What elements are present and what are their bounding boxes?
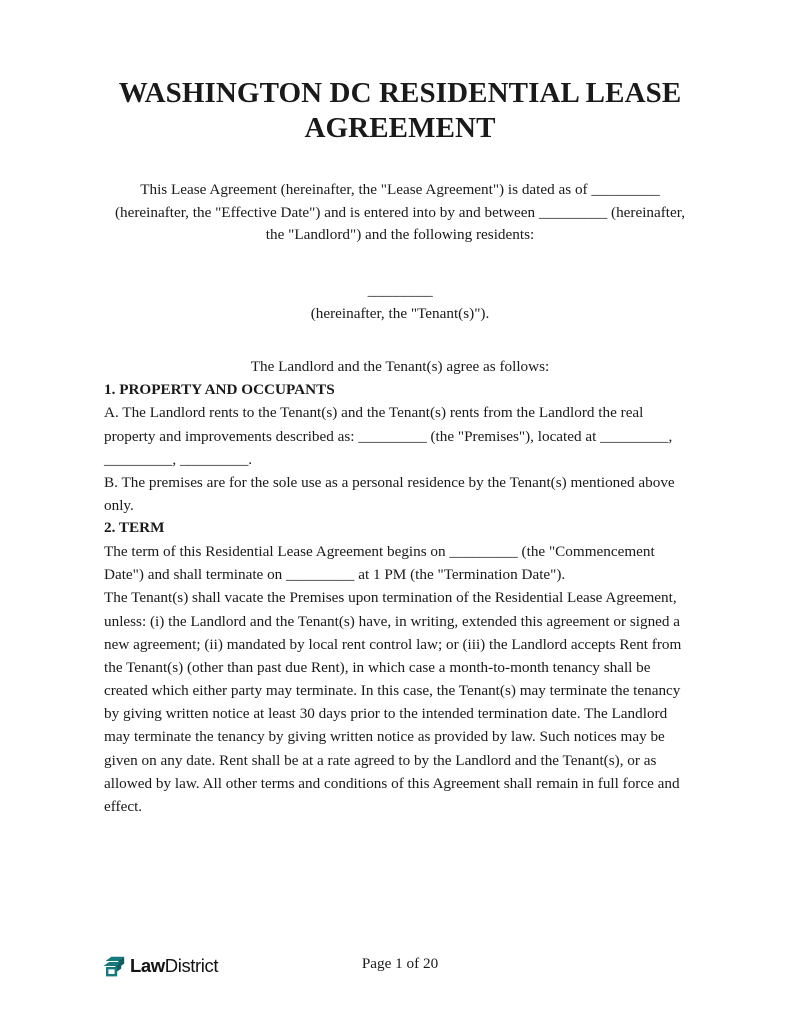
section-2-paragraph-2: The Tenant(s) shall vacate the Premises upon termination of the Residential Lease Agreement, unless: (i) the Landlord and the Tenant(s) have, in writing, extended this agreement or signed a new agreement; (ii) mandated by local rent control law; or (iii) the Landlord accepts Rent from the Tenant(s) (other than past due Rent), in which case a month-to-month tenancy shall be created which either party may terminate. In this case, the Tenant(s) may terminate the tenancy by giving written notice at least 30 days prior to the intended termination date. The Landlord may terminate the tenancy by giving written notice as provided by law. Such notices may be given on any date. Rent shall be at a rate agreed to by the Landlord and the Tenant(s), or as allowed by law. All other terms and conditions of this Agreement shall remain in full force and effect.	[104, 589, 682, 815]
section-1-paragraph-a: A. The Landlord rents to the Tenant(s) and the Tenant(s) rents from the Landlord the real property and improvements described as: _________ (the "Premises"), located at _________, _________, _________.	[104, 404, 673, 468]
brand-name-bold: Law	[130, 954, 165, 976]
intro-paragraph: This Lease Agreement (hereinafter, the "Lease Agreement") is dated as of _________ (hereinafter, the "Effective Date") and is entered into by and between _________ (hereinafter, the "Landlord") and the following residents:	[114, 180, 686, 244]
agreement-statement: The Landlord and the Tenant(s) agree as follows:	[250, 357, 550, 375]
page-title: WASHINGTON DC RESIDENTIAL LEASE AGREEMENT	[118, 77, 682, 145]
tenant-name-blank: _________	[367, 282, 433, 300]
lawdistrict-logo	[104, 952, 218, 980]
document-content	[104, 0, 696, 818]
page-number: Page 1 of 20	[361, 955, 439, 972]
section-heading-term: 2. TERM	[104, 519, 165, 537]
brand-name-regular: District	[164, 954, 219, 976]
section-2-paragraph-1: The term of this Residential Lease Agreement begins on _________ (the "Commencement Date") and shall terminate on _________ at 1 PM (the "Termination Date").	[104, 542, 655, 584]
stacked-pages-icon	[104, 956, 125, 977]
tenant-caption: (hereinafter, the "Tenant(s)").	[310, 304, 490, 322]
lawdistrict-wordmark	[130, 954, 219, 976]
section-heading-property-and-occupants: 1. PROPERTY AND OCCUPANTS	[104, 380, 335, 398]
section-1-paragraph-b: B. The premises are for the sole use as a personal residence by the Tenant(s) mentioned above only.	[104, 473, 675, 515]
page-footer	[104, 952, 696, 986]
tenant-signature-block	[104, 280, 696, 326]
